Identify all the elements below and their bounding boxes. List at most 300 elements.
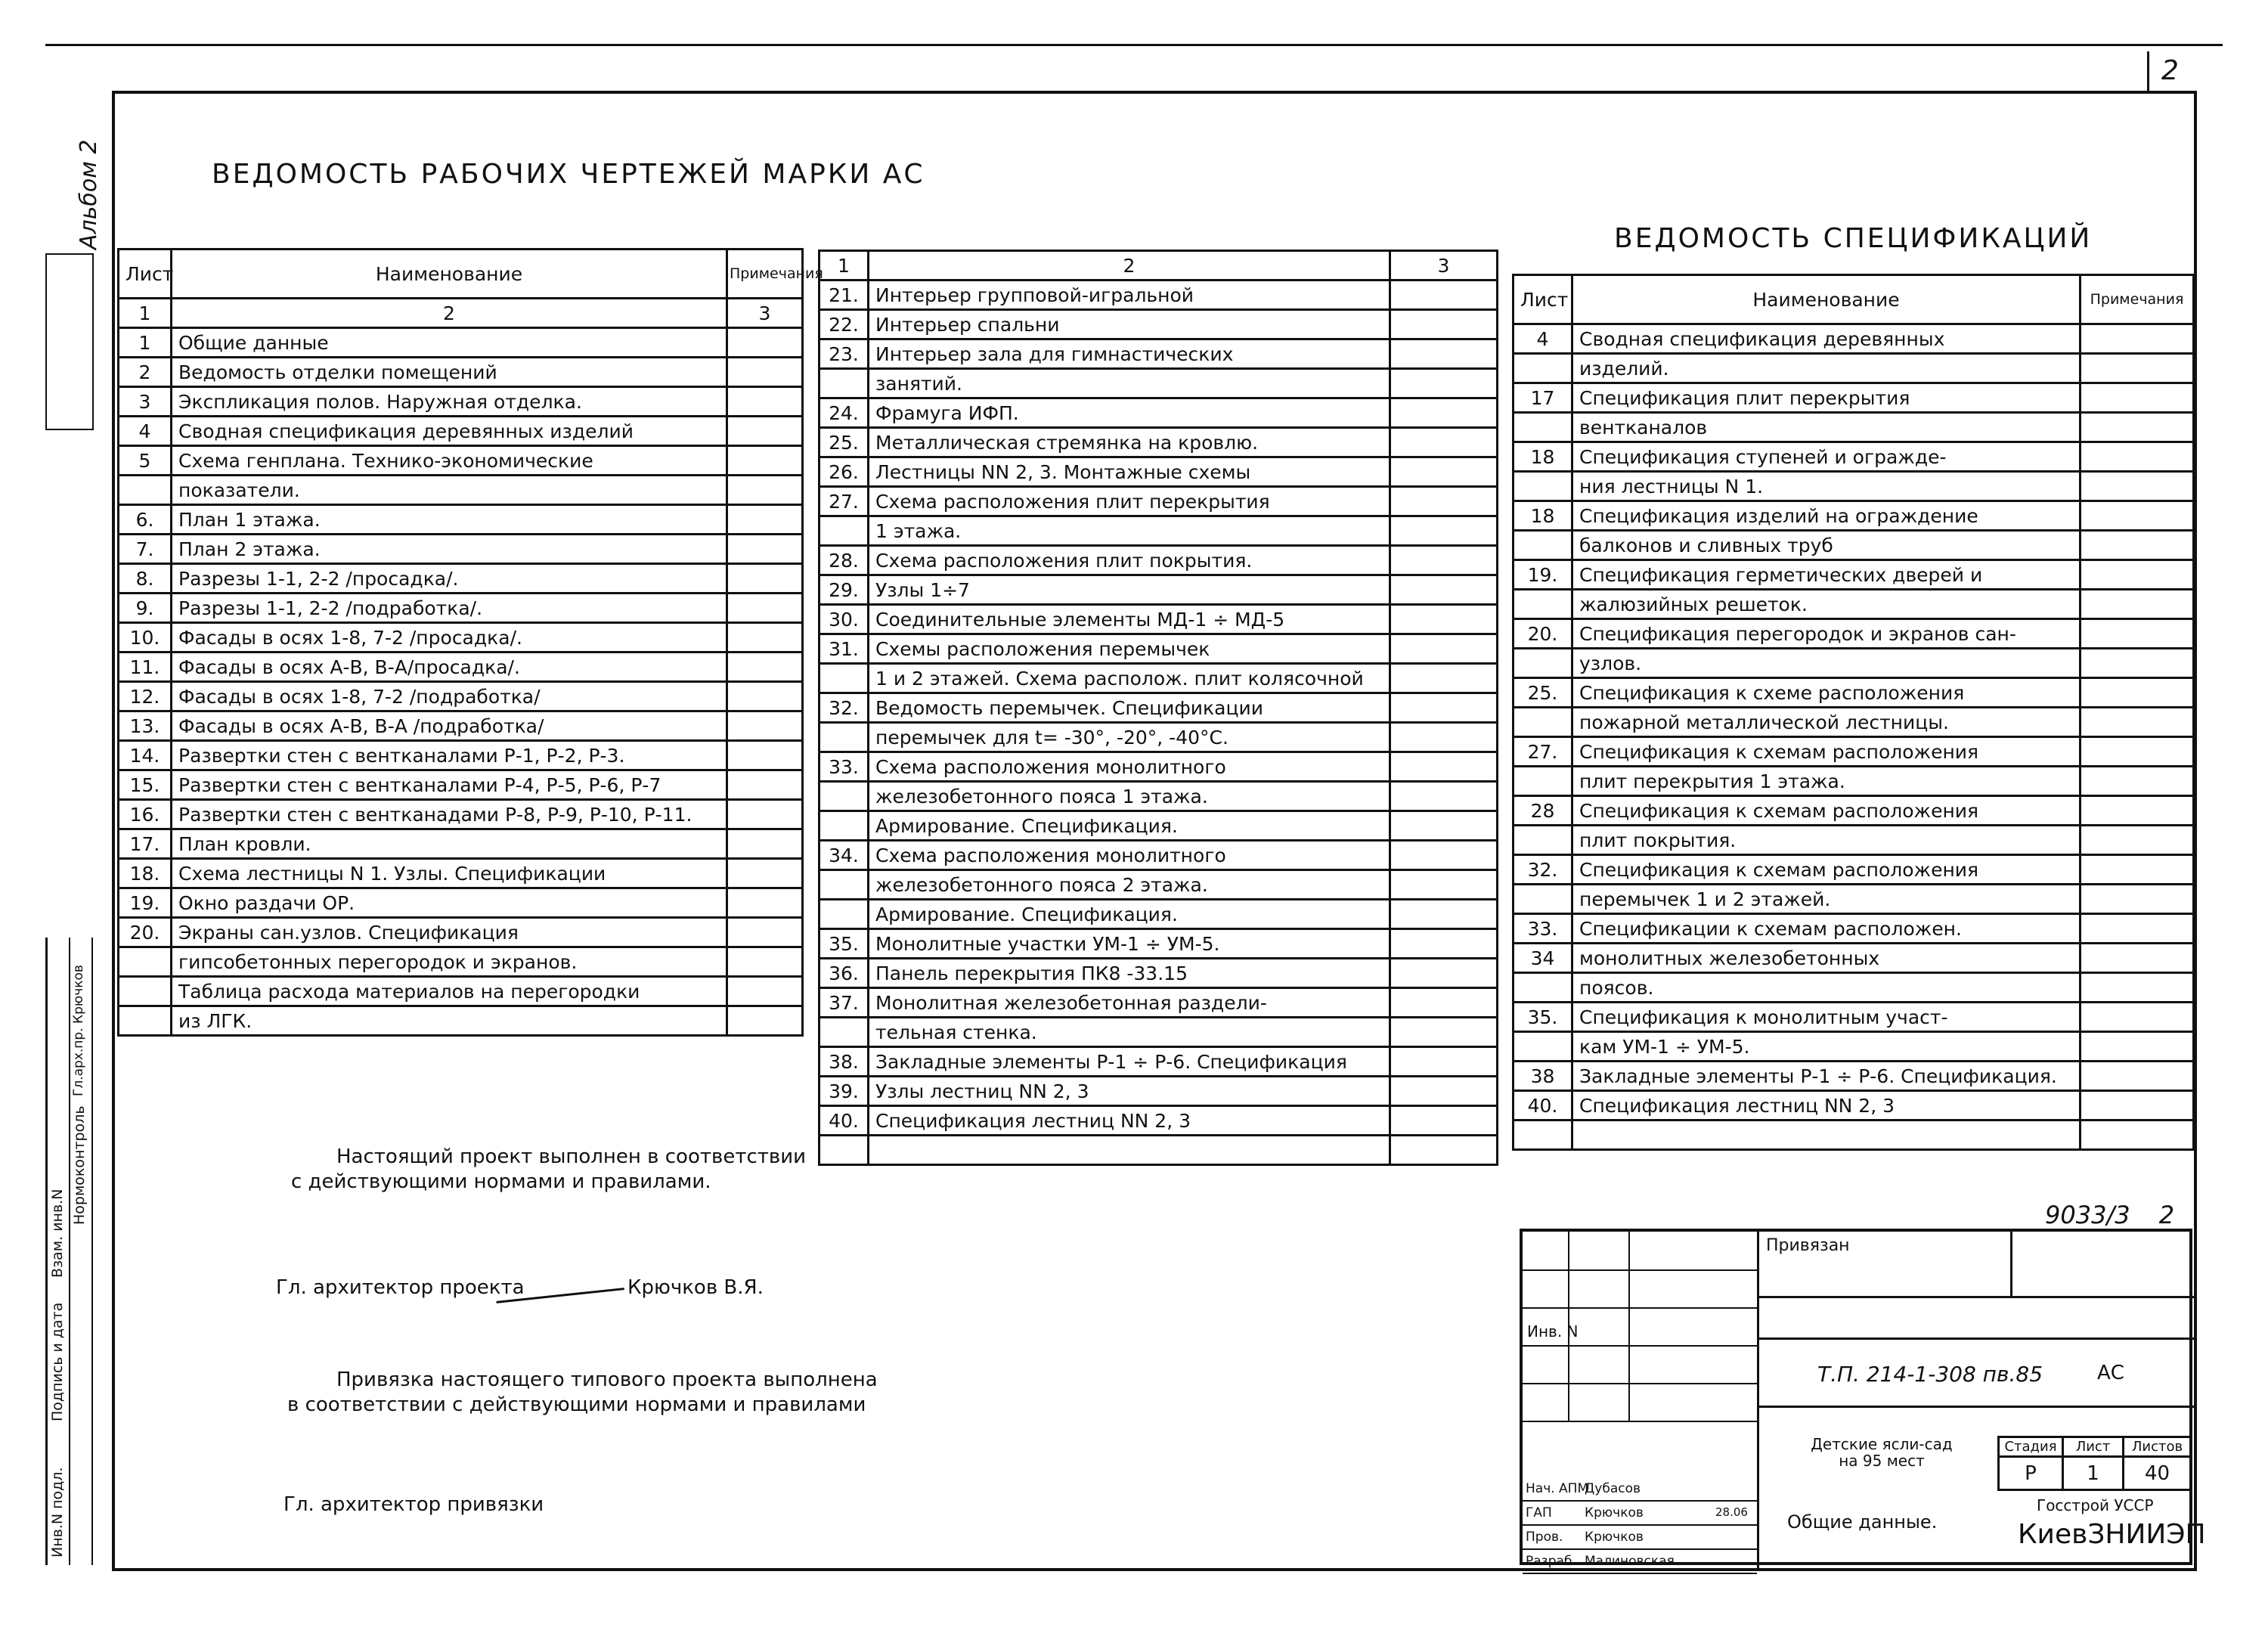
row-notes — [1390, 605, 1498, 634]
row-name: монолитных железобетонных — [1572, 944, 2081, 973]
table-row — [820, 1136, 1498, 1165]
role-row — [1523, 1526, 1757, 1550]
row-notes — [2081, 944, 2194, 973]
row-sheet-number — [820, 782, 869, 811]
row-notes — [727, 564, 803, 594]
row-notes — [1390, 929, 1498, 959]
row-sheet-number: 30. — [820, 605, 869, 634]
row-notes — [2081, 1003, 2194, 1032]
row-sheet-number: 8. — [119, 564, 172, 594]
row-sheet-number: 3 — [119, 387, 172, 417]
col-number: 1 — [119, 299, 172, 328]
row-notes — [2081, 590, 2194, 619]
row-sheet-number: 27. — [820, 487, 869, 516]
table-row — [119, 387, 803, 417]
top-border-line — [45, 44, 2223, 46]
table-row — [1514, 914, 2194, 944]
row-sheet-number: 40. — [1514, 1091, 1572, 1121]
table-row — [820, 988, 1498, 1018]
row-name: занятий. — [869, 369, 1390, 398]
roles-block — [1523, 1477, 1757, 1574]
row-notes — [1390, 782, 1498, 811]
row-name: Спецификация плит перекрытия — [1572, 383, 2081, 413]
row-notes — [1390, 546, 1498, 575]
table-row — [1514, 383, 2194, 413]
sheet-title: Общие данные. — [1787, 1511, 1938, 1533]
row-sheet-number: 2 — [119, 358, 172, 387]
row-name: перемычек 1 и 2 этажей. — [1572, 885, 2081, 914]
row-notes — [727, 947, 803, 977]
row-sheet-number: 19. — [119, 888, 172, 918]
table-row — [820, 369, 1498, 398]
row-notes — [1390, 723, 1498, 752]
row-name — [1572, 1121, 2081, 1150]
row-name: Схема расположения монолитного — [869, 841, 1390, 870]
attached-label: Привязан — [1766, 1236, 1850, 1255]
table-row — [820, 634, 1498, 664]
row-notes — [2081, 914, 2194, 944]
row-name: Схема расположения монолитного — [869, 752, 1390, 782]
table-row — [119, 918, 803, 947]
row-notes — [2081, 560, 2194, 590]
side-label-nn-podl: Инв.N подл. — [49, 1467, 66, 1558]
table-row — [1514, 944, 2194, 973]
col-number: 2 — [869, 251, 1390, 281]
row-name: План кровли. — [172, 829, 727, 859]
row-name: Закладные элементы Р-1 ÷ Р-6. Спецификация. — [1572, 1062, 2081, 1091]
table-row — [1514, 531, 2194, 560]
row-sheet-number — [119, 977, 172, 1006]
row-name: изделий. — [1572, 354, 2081, 383]
row-sheet-number: 38 — [1514, 1062, 1572, 1091]
row-sheet-number: 13. — [119, 711, 172, 741]
table-row — [820, 900, 1498, 929]
table-row — [1514, 649, 2194, 678]
row-name: Общие данные — [172, 328, 727, 358]
table-row — [119, 741, 803, 770]
row-sheet-number: 26. — [820, 457, 869, 487]
row-notes — [727, 1006, 803, 1036]
row-name: Узлы лестниц NN 2, 3 — [869, 1077, 1390, 1106]
row-sheet-number: 17 — [1514, 383, 1572, 413]
row-sheet-number — [1514, 708, 1572, 737]
row-sheet-number: 27. — [1514, 737, 1572, 767]
role-person: Крючков — [1585, 1530, 1644, 1545]
row-sheet-number — [820, 900, 869, 929]
row-sheet-number — [820, 1136, 869, 1165]
row-name: плит перекрытия 1 этажа. — [1572, 767, 2081, 796]
row-name: балконов и сливных труб — [1572, 531, 2081, 560]
row-sheet-number: 15. — [119, 770, 172, 800]
table-row — [119, 652, 803, 682]
table-row — [1514, 472, 2194, 501]
row-sheet-number: 5 — [119, 446, 172, 476]
stage-value: Р — [1999, 1457, 2063, 1490]
table-row — [820, 782, 1498, 811]
row-sheet-number — [1514, 767, 1572, 796]
row-name: Спецификация герметических дверей и — [1572, 560, 2081, 590]
row-name: Спецификация лестниц NN 2, 3 — [869, 1106, 1390, 1136]
stage-sheet-table — [1997, 1436, 2192, 1491]
role-person: Крючков — [1585, 1505, 1644, 1520]
document-code-number: 9033/3 — [2045, 1201, 2130, 1229]
table-row — [119, 328, 803, 358]
table-row — [1514, 1121, 2194, 1150]
table-row — [119, 800, 803, 829]
table-row — [119, 564, 803, 594]
table-row — [1514, 619, 2194, 649]
row-sheet-number: 4 — [1514, 324, 1572, 354]
role-title: Разраб. — [1526, 1554, 1576, 1569]
table-row — [820, 1018, 1498, 1047]
side-label-inv: Взам. инв.N — [49, 1189, 66, 1278]
row-name: поясов. — [1572, 973, 2081, 1003]
side-stamp — [45, 253, 94, 430]
row-name: Спецификация к схемам расположения — [1572, 796, 2081, 826]
table-row — [119, 535, 803, 564]
row-sheet-number: 18. — [119, 859, 172, 888]
row-sheet-number — [119, 1006, 172, 1036]
row-notes — [1390, 1018, 1498, 1047]
row-name: Интерьер зала для гимнастических — [869, 339, 1390, 369]
row-sheet-number: 7. — [119, 535, 172, 564]
row-sheet-number: 37. — [820, 988, 869, 1018]
side-label-signature: Подпись и дата — [49, 1302, 66, 1421]
row-notes — [727, 476, 803, 505]
row-name: Спецификация лестниц NN 2, 3 — [1572, 1091, 2081, 1121]
row-sheet-number: 36. — [820, 959, 869, 988]
row-sheet-number: 39. — [820, 1077, 869, 1106]
col-number: 3 — [1390, 251, 1498, 281]
table-row — [1514, 796, 2194, 826]
row-sheet-number: 20. — [1514, 619, 1572, 649]
sheets-value: 40 — [2124, 1457, 2192, 1490]
sheets-header: Листов — [2124, 1437, 2192, 1457]
role-row — [1523, 1550, 1757, 1574]
row-sheet-number: 28. — [820, 546, 869, 575]
row-name: Армирование. Спецификация. — [869, 900, 1390, 929]
role-title: ГАП — [1526, 1505, 1552, 1520]
row-sheet-number — [1514, 354, 1572, 383]
row-name: Армирование. Спецификация. — [869, 811, 1390, 841]
table-row — [820, 1047, 1498, 1077]
table-row — [820, 487, 1498, 516]
row-name: Спецификации к схемам расположен. — [1572, 914, 2081, 944]
table-row — [820, 752, 1498, 782]
table-row — [820, 605, 1498, 634]
row-notes — [727, 417, 803, 446]
row-sheet-number — [820, 723, 869, 752]
row-name: перемычек для t= -30°, -20°, -40°С. — [869, 723, 1390, 752]
table-row — [119, 476, 803, 505]
row-notes — [2081, 737, 2194, 767]
row-sheet-number: 18 — [1514, 442, 1572, 472]
row-sheet-number — [820, 664, 869, 693]
table-row — [119, 888, 803, 918]
drawings-table-continuation — [818, 250, 1498, 1166]
row-sheet-number: 22. — [820, 310, 869, 339]
row-notes — [2081, 383, 2194, 413]
row-notes — [2081, 619, 2194, 649]
row-notes — [727, 328, 803, 358]
row-sheet-number — [119, 947, 172, 977]
row-notes — [727, 623, 803, 652]
table-row — [820, 664, 1498, 693]
row-sheet-number: 28 — [1514, 796, 1572, 826]
compliance-note-2: с действующими нормами и правилами. — [291, 1170, 711, 1193]
row-sheet-number — [119, 476, 172, 505]
row-name: Схемы расположения перемычек — [869, 634, 1390, 664]
row-notes — [1390, 752, 1498, 782]
row-name: 1 этажа. — [869, 516, 1390, 546]
row-name: Спецификация к схемам расположения — [1572, 737, 2081, 767]
row-notes — [1390, 1047, 1498, 1077]
role-person: Малиновская — [1585, 1554, 1675, 1569]
row-name: Панель перекрытия ПК8 -33.15 — [869, 959, 1390, 988]
table-row — [820, 1106, 1498, 1136]
row-notes — [2081, 826, 2194, 855]
col-header-name: Наименование — [172, 250, 727, 299]
spec-table — [1512, 274, 2195, 1151]
table-row — [820, 281, 1498, 310]
sheet-number-box — [2147, 51, 2191, 93]
row-sheet-number: 38. — [820, 1047, 869, 1077]
table-row — [820, 870, 1498, 900]
row-name: Экспликация полов. Наружная отделка. — [172, 387, 727, 417]
drawings-table — [117, 248, 823, 1037]
row-notes — [727, 829, 803, 859]
row-notes — [727, 977, 803, 1006]
row-name: Фрамуга ИФП. — [869, 398, 1390, 428]
row-name: Экраны сан.узлов. Спецификация — [172, 918, 727, 947]
table-row — [1514, 1062, 2194, 1091]
row-sheet-number — [820, 1018, 869, 1047]
album-label: Альбом 2 — [76, 139, 102, 250]
table-row — [1514, 885, 2194, 914]
row-name: Схема расположения плит покрытия. — [869, 546, 1390, 575]
table-row — [820, 428, 1498, 457]
row-notes — [727, 652, 803, 682]
table-row — [820, 546, 1498, 575]
table-row — [1514, 708, 2194, 737]
row-notes — [727, 535, 803, 564]
col-header-notes: Примечания — [727, 250, 803, 299]
row-sheet-number — [1514, 1032, 1572, 1062]
row-sheet-number: 1 — [119, 328, 172, 358]
binding-architect-label: Гл. архитектор привязки — [284, 1493, 544, 1516]
row-name: Интерьер групповой-игральной — [869, 281, 1390, 310]
row-sheet-number — [820, 811, 869, 841]
row-name: Закладные элементы Р-1 ÷ Р-6. Спецификация — [869, 1047, 1390, 1077]
row-name: Спецификация к монолитным участ- — [1572, 1003, 2081, 1032]
row-notes — [1390, 369, 1498, 398]
row-sheet-number — [820, 516, 869, 546]
row-sheet-number: 18 — [1514, 501, 1572, 531]
organization-2: КиевЗНИИЭП — [2018, 1519, 2206, 1550]
chief-architect-label: Гл. архитектор проекта — [276, 1276, 525, 1299]
table-row — [1514, 442, 2194, 472]
row-name: Фасады в осях 1-8, 7-2 /подработка/ — [172, 682, 727, 711]
table-row — [1514, 590, 2194, 619]
table-row — [820, 929, 1498, 959]
row-name: Схема лестницы N 1. Узлы. Спецификации — [172, 859, 727, 888]
row-name: Спецификация к схеме расположения — [1572, 678, 2081, 708]
role-row — [1523, 1477, 1757, 1502]
row-notes — [2081, 678, 2194, 708]
row-notes — [2081, 885, 2194, 914]
row-sheet-number: 33. — [1514, 914, 1572, 944]
row-notes — [1390, 516, 1498, 546]
row-notes — [1390, 900, 1498, 929]
row-name: гипсобетонных перегородок и экранов. — [172, 947, 727, 977]
table-row — [119, 770, 803, 800]
row-notes — [727, 800, 803, 829]
row-name: Развертки стен с вентканалами Р-4, Р-5, Р-6, Р-7 — [172, 770, 727, 800]
row-notes — [1390, 310, 1498, 339]
row-sheet-number: 32. — [820, 693, 869, 723]
table-row — [119, 623, 803, 652]
row-name: железобетонного пояса 2 этажа. — [869, 870, 1390, 900]
row-name: Спецификация ступеней и огражде- — [1572, 442, 2081, 472]
row-sheet-number: 21. — [820, 281, 869, 310]
spec-list-title: ВЕДОМОСТЬ СПЕЦИФИКАЦИЙ — [1614, 223, 2093, 254]
role-title: Нач. АПМ — [1526, 1481, 1589, 1496]
row-notes — [2081, 501, 2194, 531]
binding-note-2: в соответствии с действующими нормами и правилами — [287, 1393, 866, 1416]
table-row — [820, 959, 1498, 988]
row-notes — [1390, 428, 1498, 457]
row-name: узлов. — [1572, 649, 2081, 678]
col-number: 3 — [727, 299, 803, 328]
row-notes — [1390, 959, 1498, 988]
row-sheet-number: 4 — [119, 417, 172, 446]
row-notes — [727, 358, 803, 387]
row-notes — [1390, 693, 1498, 723]
row-notes — [727, 505, 803, 535]
row-name: Монолитная железобетонная раздели- — [869, 988, 1390, 1018]
table-row — [119, 682, 803, 711]
table-row — [820, 693, 1498, 723]
row-notes — [727, 682, 803, 711]
row-name: кам УМ-1 ÷ УМ-5. — [1572, 1032, 2081, 1062]
row-sheet-number: 12. — [119, 682, 172, 711]
row-name: Сводная спецификация деревянных — [1572, 324, 2081, 354]
table-row — [1514, 826, 2194, 855]
row-sheet-number: 16. — [119, 800, 172, 829]
row-name: тельная стенка. — [869, 1018, 1390, 1047]
table-row — [820, 516, 1498, 546]
table-row — [820, 723, 1498, 752]
table-row — [119, 417, 803, 446]
row-notes — [1390, 841, 1498, 870]
row-name: Ведомость перемычек. Спецификации — [869, 693, 1390, 723]
row-notes — [1390, 1077, 1498, 1106]
row-name: вентканалов — [1572, 413, 2081, 442]
title-block — [1520, 1229, 2206, 1569]
row-sheet-number: 10. — [119, 623, 172, 652]
row-sheet-number — [1514, 472, 1572, 501]
table-row — [820, 398, 1498, 428]
row-notes — [1390, 988, 1498, 1018]
row-notes — [1390, 575, 1498, 605]
row-sheet-number — [820, 369, 869, 398]
table-row — [119, 594, 803, 623]
side-strip — [45, 938, 114, 1565]
row-name: Разрезы 1-1, 2-2 /подработка/. — [172, 594, 727, 623]
row-notes — [2081, 767, 2194, 796]
row-name: Окно раздачи ОР. — [172, 888, 727, 918]
table-row — [119, 358, 803, 387]
table-row — [820, 457, 1498, 487]
row-sheet-number: 32. — [1514, 855, 1572, 885]
table-row — [119, 947, 803, 977]
drawing-mark: АС — [2097, 1362, 2124, 1384]
row-name: Ведомость отделки помещений — [172, 358, 727, 387]
row-sheet-number: 33. — [820, 752, 869, 782]
row-sheet-number — [1514, 1121, 1572, 1150]
row-notes — [2081, 796, 2194, 826]
row-name: Спецификация перегородок и экранов сан- — [1572, 619, 2081, 649]
table-row — [1514, 413, 2194, 442]
table-row — [820, 310, 1498, 339]
role-row — [1523, 1502, 1757, 1526]
stage-header: Стадия — [1999, 1437, 2063, 1457]
row-sheet-number — [1514, 973, 1572, 1003]
table-row — [1514, 973, 2194, 1003]
row-sheet-number: 35. — [1514, 1003, 1572, 1032]
row-notes — [2081, 413, 2194, 442]
row-name: Схема расположения плит перекрытия — [869, 487, 1390, 516]
role-person: Дубасов — [1585, 1481, 1641, 1496]
row-sheet-number: 31. — [820, 634, 869, 664]
table-row — [119, 1006, 803, 1036]
row-name: Интерьер спальни — [869, 310, 1390, 339]
table-row — [1514, 354, 2194, 383]
row-sheet-number: 34 — [1514, 944, 1572, 973]
row-sheet-number: 6. — [119, 505, 172, 535]
row-notes — [727, 446, 803, 476]
row-name: Схема генплана. Технико-экономические — [172, 446, 727, 476]
row-name: Металлическая стремянка на кровлю. — [869, 428, 1390, 457]
row-notes — [727, 888, 803, 918]
table-row — [1514, 855, 2194, 885]
row-name: 1 и 2 этажей. Схема располож. плит колясочной — [869, 664, 1390, 693]
row-sheet-number: 24. — [820, 398, 869, 428]
side-label-normcontrol: Нормоконтроль — [71, 1105, 88, 1225]
drawings-list-title: ВЕДОМОСТЬ РАБОЧИХ ЧЕРТЕЖЕЙ МАРКИ АС — [212, 159, 925, 190]
row-sheet-number: 17. — [119, 829, 172, 859]
col-header-name: Наименование — [1572, 275, 2081, 324]
row-sheet-number: 35. — [820, 929, 869, 959]
project-code: Т.П. 214-1-308 пв.85 — [1817, 1362, 2043, 1387]
row-notes — [2081, 973, 2194, 1003]
row-notes — [2081, 855, 2194, 885]
row-notes — [2081, 1032, 2194, 1062]
row-sheet-number — [1514, 531, 1572, 560]
row-name: Монолитные участки УМ-1 ÷ УМ-5. — [869, 929, 1390, 959]
table-row — [820, 339, 1498, 369]
row-sheet-number: 34. — [820, 841, 869, 870]
table-row — [119, 711, 803, 741]
table-row — [820, 841, 1498, 870]
col-header-notes: Примечания — [2081, 275, 2194, 324]
row-name: Лестницы NN 2, 3. Монтажные схемы — [869, 457, 1390, 487]
row-name: Развертки стен с вентканадами Р-8, Р-9, Р-10, Р-11. — [172, 800, 727, 829]
row-name: Соединительные элементы МД-1 ÷ МД-5 — [869, 605, 1390, 634]
row-sheet-number: 25. — [820, 428, 869, 457]
row-sheet-number — [1514, 649, 1572, 678]
row-sheet-number: 20. — [119, 918, 172, 947]
